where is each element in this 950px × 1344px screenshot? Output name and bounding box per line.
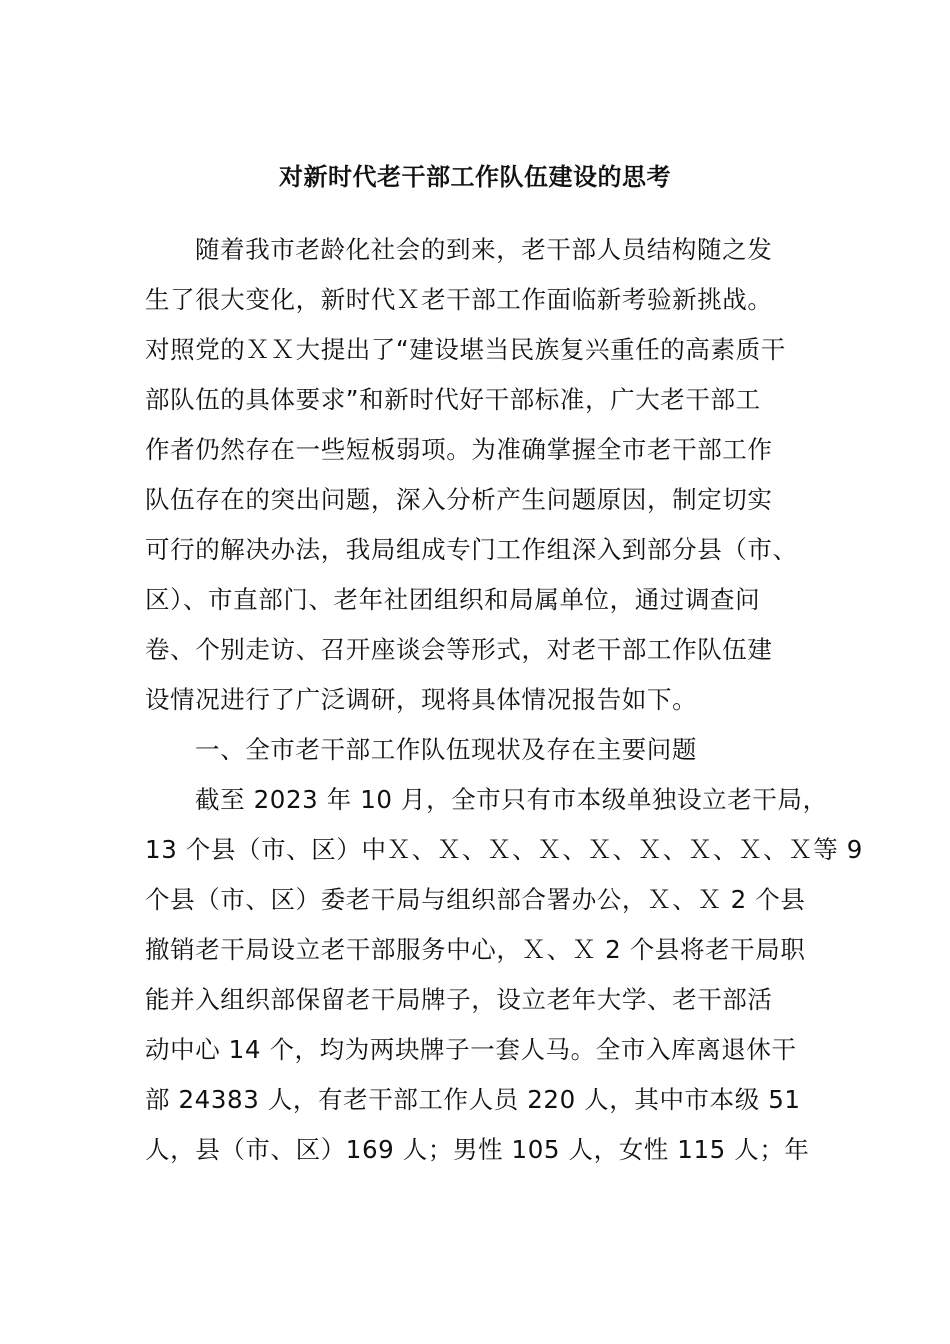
paragraph-line: 能并入组织部保留老干局牌子，设立老年大学、老干部活 [145, 985, 773, 1014]
paragraph-line: 卷、个别走访、召开座谈会等形式，对老干部工作队伍建 [145, 635, 773, 664]
document-title: 对新时代老干部工作队伍建设的思考 [279, 163, 671, 191]
paragraph-line: 截至 2023 年 10 月，全市只有市本级单独设立老干局， [195, 785, 828, 814]
paragraph-line: 个县（市、区）委老干局与组织部合署办公，Ｘ、Ｘ 2 个县 [145, 885, 806, 914]
paragraph-line: 生了很大变化，新时代Ｘ老干部工作面临新考验新挑战。 [145, 285, 773, 314]
paragraph-line: 对照党的ＸＸ大提出了“建设堪当民族复兴重任的高素质干 [145, 335, 786, 364]
paragraph-line: 作者仍然存在一些短板弱项。为准确掌握全市老干部工作 [145, 435, 773, 464]
paragraph-line: 动中心 14 个，均为两块牌子一套人马。全市入库离退休干 [145, 1035, 797, 1064]
paragraph-line: 随着我市老龄化社会的到来，老干部人员结构随之发 [195, 235, 773, 264]
paragraph-line: 13 个县（市、区）中Ｘ、Ｘ、Ｘ、Ｘ、Ｘ、Ｘ、Ｘ、Ｘ、Ｘ等 9 [145, 835, 863, 864]
paragraph-line: 部 24383 人，有老干部工作人员 220 人，其中市本级 51 [145, 1085, 801, 1114]
paragraph-line: 区）、市直部门、老年社团组织和局属单位，通过调查问 [145, 585, 761, 614]
paragraph-line: 撤销老干局设立老干部服务中心，Ｘ、Ｘ 2 个县将老干局职 [145, 935, 806, 964]
paragraph-line: 队伍存在的突出问题，深入分析产生问题原因，制定切实 [145, 485, 773, 514]
paragraph-line: 可行的解决办法，我局组成专门工作组深入到部分县（市、 [145, 535, 798, 564]
section-heading: 一、全市老干部工作队伍现状及存在主要问题 [195, 735, 697, 764]
paragraph-line: 人，县（市、区）169 人；男性 105 人，女性 115 人；年 [145, 1135, 810, 1164]
paragraph-line: 部队伍的具体要求”和新时代好干部标准，广大老干部工 [145, 385, 761, 414]
paragraph-line: 设情况进行了广泛调研，现将具体情况报告如下。 [145, 685, 698, 714]
